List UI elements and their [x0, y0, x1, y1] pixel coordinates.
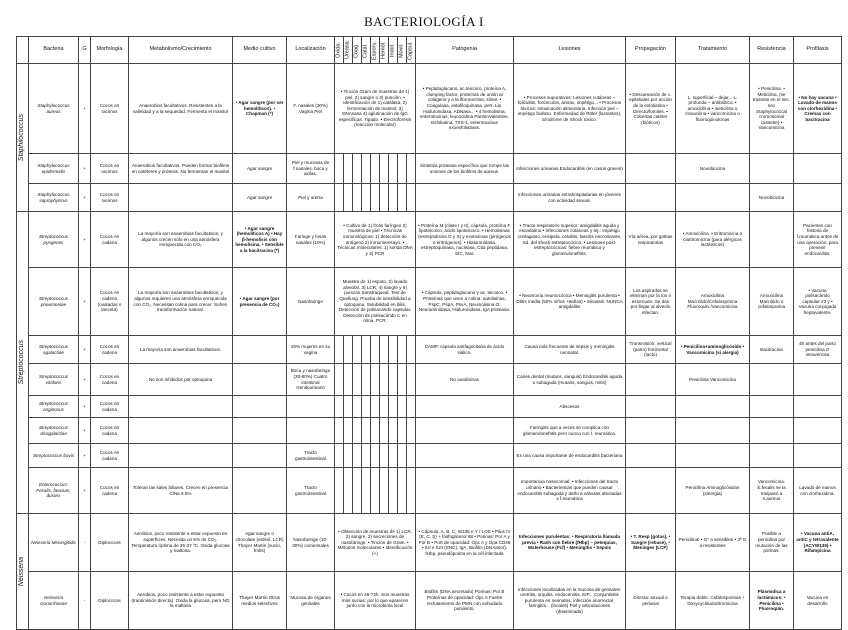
cell-propagacion: • Descamación de c. epiteliales por acción de la exfoliatina • Directo/fomites. • Cobertas catéter (bióticos)	[626, 64, 676, 154]
cell-resistencia: Novobiocina	[750, 184, 794, 212]
cell-propagacion	[626, 468, 676, 514]
cell-test	[380, 364, 389, 396]
cell-test	[353, 184, 362, 212]
cell-test	[362, 396, 371, 418]
cell-medio	[233, 444, 287, 468]
cell-patogenia	[416, 396, 514, 418]
cell-tests: • Obtención de muestras de 1) LCR, 2) sangre, 3) secreciones de nasofaringe. • Tinción de Gram. • Métodos moleculares • Identificación (+)	[335, 514, 416, 572]
cell-localizacion: F. nasales (30%) Vagina Piel	[287, 64, 335, 154]
cell-tests: Muestra de 1) esputo, 2) lavado alveolar, 3) LCR, 4) sangre y 5) punción transtraqueal. Test de Quellung. Prueba de sensibilidad a optoquina. Solubilidad en bilis. Detección de polisacárido capsular. Detección de polisacárido C en orina. PCR.	[335, 268, 416, 336]
cell-test	[407, 336, 416, 364]
cell-medio: Thayer Martin Otros medios selectivos	[233, 572, 287, 630]
cell-g: +	[79, 336, 91, 364]
cell-tratamiento: • Amoxicilina. • Eritromicina o claritromicina (para alérgicos lactámicos)	[676, 212, 750, 268]
cell-test	[407, 364, 416, 396]
cell-test	[344, 364, 353, 396]
header-test-hemolisis: Hemól.	[380, 37, 389, 64]
cell-lesiones: Infecciones urinarias extrahospitalarias en jóvenes con actividad sexual.	[514, 184, 626, 212]
cell-test	[353, 364, 362, 396]
cell-test	[335, 444, 344, 468]
header-test-ureasa: Ureasa	[344, 37, 353, 64]
table-row	[17, 514, 842, 572]
cell-propagacion	[626, 396, 676, 418]
cell-test	[353, 468, 362, 514]
cell-propagacion	[626, 154, 676, 184]
cell-medio: Agar sangre	[233, 154, 287, 184]
cell-resistencia: Vancomicina. E.fecalis se la traspasó a s.aureus	[750, 468, 794, 514]
cell-morfologia: Cocos en cadena	[91, 418, 129, 444]
cell-localizacion: Mucosa de órganos genitales	[287, 572, 335, 630]
cell-bacteria: Streptococcus bovis	[29, 444, 79, 468]
cell-patogenia: Sintetiza proteasa específica que rompe las uniones de los biofilms de aureus.	[416, 154, 514, 184]
cell-test	[398, 444, 407, 468]
cell-lesiones: Faringitis que a veces se complica con glomerulonefritis pero nunca con f. reumática.	[514, 418, 626, 444]
cell-metabolismo: Aerobios, poco resistente a estar expuesto en superficies. Necesita un 5% de CO₂. Temperatura óptima de 35-37 ºC. Oxida glucosa y maltosa.	[129, 514, 233, 572]
cell-test	[380, 154, 389, 184]
header-medio: Medio cultivo	[233, 37, 287, 64]
cell-test	[380, 444, 389, 468]
cell-lesiones: • Neumonía neumocócica • Meningitis purulenta • Otitis media (50% niños +6años) • Sinusitis. NUNCA amigdalitis	[514, 268, 626, 336]
cell-patogenia	[416, 444, 514, 468]
group-label-streptococcus: Streptococcus	[18, 340, 25, 385]
cell-test	[380, 336, 389, 364]
cell-bacteria: Streptococcus pneumoniae	[29, 268, 79, 336]
cell-test	[335, 364, 344, 396]
cell-profilaxis: • No hay vacuna • Lavado de manos con clorhexidina • Cremas con bacitracina	[794, 64, 842, 154]
cell-patogenia: • Cápsula, peptidoglucano y ac. teicoico. • Proteínas que unen a colina: autolisinas, PspC, PspA, PsvA, Neumolisina O, Neuraminidasa, Hialuronidasa, IgA proteasa.	[416, 268, 514, 336]
cell-resistencia	[750, 396, 794, 418]
cell-medio: Agar sangre o chocolate (estéril, LCR) Thayer Martin (sucio, frotis)	[233, 514, 287, 572]
cell-test	[407, 396, 416, 418]
cell-test	[371, 444, 380, 468]
cell-test	[344, 418, 353, 444]
cell-morfologia: Diplococos	[91, 514, 129, 572]
cell-g: +	[79, 212, 91, 268]
cell-tratamiento	[676, 418, 750, 444]
cell-test	[371, 184, 380, 212]
cell-tratamiento	[676, 396, 750, 418]
cell-metabolismo	[129, 444, 233, 468]
cell-morfologia: Cocos en cadena	[91, 364, 129, 396]
cell-test	[362, 444, 371, 468]
header-localizacion: Localización	[287, 37, 335, 64]
cell-tratamiento: Penicilina Aminoglicósidos (sinergia)	[676, 468, 750, 514]
cell-tratamiento: L. superficial – dejar... L. profunda – antibiótico: • amoxicilina • meticilina o cloxacilina • vancomicina o fluoroquinolonas	[676, 64, 750, 154]
header-row	[17, 37, 842, 64]
header-profilaxis: Profilaxis	[794, 37, 842, 64]
cell-test	[389, 154, 398, 184]
header-resistencia: Resistencia	[750, 37, 794, 64]
cell-patogenia: No autolisinas	[416, 364, 514, 396]
cell-propagacion: • T. Resp (gotas), • Sangre (rebase), • Meninges (LCF)	[626, 514, 676, 572]
cell-test	[344, 468, 353, 514]
table-row	[17, 268, 842, 336]
cell-lesiones: Infecciones purulentas: • Respiratoria llamada previa • Rash con fiebre (fHbp) – petequias, Waterhouse (Fcf) • Meningitis • Sepsis	[514, 514, 626, 572]
cell-test	[398, 336, 407, 364]
cell-profilaxis	[794, 418, 842, 444]
header-tratamiento: Tratamiento	[676, 37, 750, 64]
cell-test	[407, 184, 416, 212]
cell-test	[353, 444, 362, 468]
cell-test	[398, 418, 407, 444]
cell-medio: Agar sangre	[233, 184, 287, 212]
cell-propagacion	[626, 364, 676, 396]
cell-g: +	[79, 268, 91, 336]
cell-test	[380, 396, 389, 418]
cell-bacteria: Streptococcus agalactiae	[29, 336, 79, 364]
cell-medio: • Agar sangre (por ser hemolíticos). • Chapman (*)	[233, 64, 287, 154]
cell-morfologia: Cocos en racimos	[91, 184, 129, 212]
header-g: G	[79, 37, 91, 64]
bacteriology-table	[16, 36, 842, 630]
cell-lesiones: Es una causa importante de endocarditis bacteriana	[514, 444, 626, 468]
cell-localizacion: Tracto gastrointestinal	[287, 444, 335, 468]
table-row	[17, 468, 842, 514]
cell-bacteria: Enterococcus: Fecalis, faecium, durans	[29, 468, 79, 514]
header-test-movilidad: Movil.	[398, 37, 407, 64]
cell-propagacion	[626, 184, 676, 212]
cell-medio	[233, 468, 287, 514]
cell-metabolismo: No son inhibidos por optoquina	[129, 364, 233, 396]
cell-localizacion: 25% mujeres en su vagina	[287, 336, 335, 364]
table-row	[17, 154, 842, 184]
cell-tratamiento	[676, 444, 750, 468]
cell-metabolismo	[129, 184, 233, 212]
cell-test	[362, 468, 371, 514]
cell-g: +	[79, 418, 91, 444]
cell-morfologia: Cocos en cadena	[91, 212, 129, 268]
cell-test	[371, 336, 380, 364]
cell-localizacion: Piel y uretra	[287, 184, 335, 212]
table-row	[17, 572, 842, 630]
cell-patogenia: • Proteína M (clase I y II), cápsula, proteína F, lipoteicoico, ácido lipoteicoico. • Hemolisinas (estreptolisina O y S) y exotoxinas (pirógenos o eritrógenos). • Hialuronidasa, estreptoquinasa, nucleasa, C5a peptidasa, SIC, Mac	[416, 212, 514, 268]
cell-resistencia: • Penicilina. • Meticilina, (se trasmite en el sec. nec Staphylococcal cromosomal cassette) • Vancomicina	[750, 64, 794, 154]
cell-test	[389, 336, 398, 364]
cell-test	[353, 336, 362, 364]
cell-medio	[233, 396, 287, 418]
cell-bacteria: Streptococcus disagalactiae	[29, 418, 79, 444]
table-row	[17, 184, 842, 212]
cell-test	[371, 396, 380, 418]
cell-lesiones: Abscesos	[514, 396, 626, 418]
cell-resistencia	[750, 364, 794, 396]
table-row	[17, 64, 842, 154]
cell-test	[389, 364, 398, 396]
cell-lesiones: • Procesos supurativos: Lesiones cutáneas – foliculitis, forúnculos, ántrax, impétigo... • Procesos tóxicos: Intoxicación alimentaria. Infección piel – impétigo bulloso. Enfermedad de Ritter (lactantes). Síndrome de Shock tóxico.	[514, 64, 626, 154]
cell-test	[335, 184, 344, 212]
header-morfologia: Morfología	[91, 37, 129, 64]
cell-test	[371, 418, 380, 444]
header-group	[17, 37, 29, 64]
cell-test	[407, 444, 416, 468]
cell-profilaxis: Lavado de manos con clorhexidina.	[794, 468, 842, 514]
cell-test	[344, 336, 353, 364]
cell-morfologia: Cocos en cadena (ovalados o lanceta)	[91, 268, 129, 336]
cell-g: -	[79, 514, 91, 572]
cell-test	[389, 468, 398, 514]
table-row	[17, 212, 842, 268]
cell-localizacion	[287, 396, 335, 418]
cell-lesiones: • Tracto respiratorio superior: amigdalitis aguda y escarlatina • Infecciones cutáneas y tej.: Impétigo contagioso, erisipela, celulitis, fascitis necrotizante, Sd. del shock estreptocócico. • Lesiones post-estreptocócicas: fiebre reumática y glomerulonefritis.	[514, 212, 626, 268]
header-patogenia: Patogenia	[416, 37, 514, 64]
cell-lesiones: Infecciones urinarias Endocarditis (en casos graves)	[514, 154, 626, 184]
cell-test	[335, 336, 344, 364]
cell-test	[389, 418, 398, 444]
cell-tratamiento	[676, 184, 750, 212]
cell-resistencia: Plásmidica a lactámicos: • Penicilina • Fluoroquin.	[750, 572, 794, 630]
cell-localizacion: Nasofaringe	[287, 268, 335, 336]
cell-test	[398, 468, 407, 514]
cell-profilaxis	[794, 396, 842, 418]
cell-test	[398, 154, 407, 184]
cell-localizacion: Faringe y fosas nasales (10%)	[287, 212, 335, 268]
header-propagacion: Propagación	[626, 37, 676, 64]
cell-morfologia: Cocos en racimos	[91, 154, 129, 184]
cell-g: +	[79, 364, 91, 396]
cell-medio: • Agar sangre (hemolíticos A) • Hay β-hemolisis con hemolisina. • Sensible a la bacitracina (*)	[233, 212, 287, 268]
cell-test	[389, 444, 398, 468]
cell-test	[407, 418, 416, 444]
cell-test	[344, 184, 353, 212]
cell-patogenia: • Cápsula: A, B, C, W135 e Y / LOS • Pilus IV (E, C, S) + fosfoglicerol 68 • Porinas: Por A y Por B • Port de opacidad: Opc A y Opa CD46 • IUI e IUII (SNC), IgA, Biofilm (DNAasor), fHbp, pseudópodos en la cél.infectada	[416, 514, 514, 572]
header-test-capsula: Capsul.	[407, 37, 416, 64]
cell-test	[407, 468, 416, 514]
cell-tratamiento: Amoxicilina Macrólido/Cefalosporina Fluoroquin./Vancomicina	[676, 268, 750, 336]
cell-test	[362, 418, 371, 444]
group-cell	[17, 514, 29, 630]
table-row	[17, 336, 842, 364]
cell-test	[371, 154, 380, 184]
cell-bacteria: Streptococcus pyogenes	[29, 212, 79, 268]
table-row	[17, 396, 842, 418]
cell-test	[353, 396, 362, 418]
table-row	[17, 444, 842, 468]
header-lesiones: Lesiones	[514, 37, 626, 64]
cell-tratamiento: • Penicilina+aminoglicósido • Vancomicina (si alergia)	[676, 336, 750, 364]
cell-tratamiento: Novobiocina	[676, 154, 750, 184]
cell-metabolismo: La mayoría son anaerobios facultativos, y algunos crecen sólo en una atmósfera enriquecida con CO₂	[129, 212, 233, 268]
cell-g: -	[79, 572, 91, 630]
cell-test	[353, 418, 362, 444]
cell-morfologia: Cocos en cadena	[91, 444, 129, 468]
cell-medio	[233, 364, 287, 396]
cell-g: +	[79, 396, 91, 418]
cell-test	[353, 154, 362, 184]
cell-test	[344, 396, 353, 418]
cell-resistencia: Bacitracina	[750, 336, 794, 364]
cell-profilaxis	[794, 184, 842, 212]
page-title: BACTERIOLOGÍA I	[364, 14, 484, 29]
cell-localizacion	[287, 418, 335, 444]
cell-bacteria: Neisseria Gonorrhoeae	[29, 572, 79, 630]
cell-test	[335, 418, 344, 444]
cell-propagacion: Los aspirados se eliminan por la tos o estornudo. Se dan por llegar al alveolo infectan.	[626, 268, 676, 336]
cell-tratamiento: Penicilina Vancomicina	[676, 364, 750, 396]
cell-profilaxis: • Vacuna antiA, antiC y tetravalente (ACYW135) • Rifampicina	[794, 514, 842, 572]
cell-g: +	[79, 468, 91, 514]
cell-metabolismo	[129, 396, 233, 418]
cell-propagacion: Directa: sexual o perianal	[626, 572, 676, 630]
cell-lesiones: Caries dental (mutans, sanguis) Endocarditis aguda o subaguda (mutans, sanguis, mitis)	[514, 364, 626, 396]
cell-test	[362, 184, 371, 212]
cell-patogenia: CAMP, cápsula antifagocitaria de ácido siálico.	[416, 336, 514, 364]
cell-localizacion: Piel y mucosas de f.nasales, boca y axilas.	[287, 154, 335, 184]
cell-profilaxis	[794, 364, 842, 396]
cell-test	[335, 396, 344, 418]
header-test-oxidasa: Oxida.	[335, 37, 344, 64]
cell-profilaxis	[794, 444, 842, 468]
cell-medio	[233, 336, 287, 364]
cell-metabolismo: Toleran las sales biliares. Crecen en presencia ClNa 6.5%	[129, 468, 233, 514]
header-test-indol: Indol.	[389, 37, 398, 64]
cell-g: +	[79, 444, 91, 468]
cell-medio: • Agar sangre (por presencia de CO₂)	[233, 268, 287, 336]
cell-test	[398, 364, 407, 396]
cell-metabolismo: La mayoría son anaerobios facultativos.	[129, 336, 233, 364]
cell-resistencia: Posible a penicilina por mutación de las porinas.	[750, 514, 794, 572]
cell-test	[335, 154, 344, 184]
cell-test	[389, 396, 398, 418]
cell-profilaxis: Pacientes con historia de f.reumática antes de una operación, para prevenir endocarditis.	[794, 212, 842, 268]
cell-test	[389, 184, 398, 212]
cell-patogenia	[416, 418, 514, 444]
cell-medio	[233, 418, 287, 444]
cell-lesiones: Infecciones localizadas en la mucosa de genitales: uretritis, orquitis, endocervitis, EIP... Conjuntivitis purulenta en neonatos, infección anorrectal, faringitis... (locales) Piel y articulaciones (diseminada)	[514, 572, 626, 630]
cell-test	[380, 468, 389, 514]
cell-g: +	[79, 184, 91, 212]
cell-test	[398, 184, 407, 212]
header-test-esporulacion: Esporu.	[371, 37, 380, 64]
cell-profilaxis: Vacuna en desarrollo	[794, 572, 842, 630]
cell-bacteria: Neisseria Meningitidis	[29, 514, 79, 572]
table-row	[17, 364, 842, 396]
cell-lesiones: Causa más frecuente de sepsis y meningitis neonatal.	[514, 336, 626, 364]
cell-test	[362, 336, 371, 364]
cell-profilaxis	[794, 154, 842, 184]
cell-propagacion	[626, 444, 676, 468]
cell-test	[398, 396, 407, 418]
cell-localizacion: Boca y nasofaringe (30-60%) Cuatro intestinal Genitourinario	[287, 364, 335, 396]
header-metabolismo: Metabolismo/Crecimiento	[129, 37, 233, 64]
cell-resistencia	[750, 444, 794, 468]
cell-propagacion: Transmisión: vertical (parto) horizontal (tacto)	[626, 336, 676, 364]
cell-morfologia: Cocos en cadena	[91, 336, 129, 364]
cell-resistencia: Amoxicilina Macrólido o cefalosporina	[750, 268, 794, 336]
cell-morfologia: Diplococos	[91, 572, 129, 630]
header-test-catalasa: Catal.	[362, 37, 371, 64]
cell-g: +	[79, 154, 91, 184]
cell-test	[371, 364, 380, 396]
cell-metabolismo	[129, 418, 233, 444]
cell-tests: • Cultivo de 1) frotis faríngeo 2) muestra de piel • Técnicas inmunológicas: 1) detección de antígeno 2) inmunoensayo. • Técnicas moleculares: 1) sonda DNA y 2) PCR	[335, 212, 416, 268]
cell-resistencia	[750, 418, 794, 444]
cell-patogenia	[416, 468, 514, 514]
cell-localizacion: Tracto gastrointestinal	[287, 468, 335, 514]
cell-test	[344, 444, 353, 468]
cell-tratamiento: Terapia doble: Cefalosporinas + Doxycyclina/azitromicina	[676, 572, 750, 630]
cell-tests: • Cocos en 48-72h. Son muestras más sucias, por lo que aparecen junto con la microbiota local	[335, 572, 416, 630]
cell-test	[335, 468, 344, 514]
group-label-neisseria: Neisseria	[18, 556, 25, 587]
cell-test	[362, 364, 371, 396]
cell-tests: • Tinción Gram de muestras de 1) piel, 2) sangre o 3) punción. • Identificación de 1) catalasa, 2) fermentación de manitol, 3) DNAsasa 4) aglutinación de IgG específicas. Tipado. • Electroforesis (reacción molecular)	[335, 64, 416, 154]
cell-test	[371, 468, 380, 514]
cell-patogenia: • Peptidoglucano, ac.teicoico, proteína A, clumping factor, proteínas de unión al colágeno y a la fibronectina, slime. • Coagulasa, estafiloquinasa, pert. Lip. Hialuronidasa, ADNasa... • 4 hemolisina, enterotoxinas, leucocidina PantonValentine. Exfoliatina, TSS-1, enterotoxinas exoexfoliativas.	[416, 64, 514, 154]
cell-bacteria: Streptococcus anginosus	[29, 396, 79, 418]
cell-patogenia: Biofilm (DNA secretado) Porinas: Por B Proteínas de opacidad: Opc A Fuerte reclutamiento de PMN con exhudado purulento.	[416, 572, 514, 630]
cell-test	[344, 154, 353, 184]
cell-bacteria: Staphylococcus saprophyticus	[29, 184, 79, 212]
cell-tratamiento: Penicilina: • G* a sensibles • 3ª G a resistentes	[676, 514, 750, 572]
cell-patogenia	[416, 184, 514, 212]
cell-metabolismo: Aerobios, poco resistente a estar expuesto (transmisión directa). Oxida la glucosa, pero NO la maltosa	[129, 572, 233, 630]
cell-morfologia: Cocos en cadena	[91, 468, 129, 514]
cell-morfologia: Cocos en cadena	[91, 396, 129, 418]
cell-lesiones: Importancia nosocomial: • Infecciones del tracto urinario • Bacteriemias que pueden causar endocarditis subaguda y daño a válvulas afectadas x f.reumática	[514, 468, 626, 514]
header-test-coagulasa: Coag.	[353, 37, 362, 64]
group-cell	[17, 212, 29, 514]
group-label-staphilococcus: Staphilococcus	[18, 113, 25, 162]
cell-bacteria: Streptococcus viridans	[29, 364, 79, 396]
cell-profilaxis: • Vacuna polisacárido capsular 23 y • Vacuna conjugada heptavalente.	[794, 268, 842, 336]
cell-g: +	[79, 64, 91, 154]
cell-bacteria: Staphylococcus aureus	[29, 64, 79, 154]
cell-propagacion: Vía aérea, por gotitas respiratorias	[626, 212, 676, 268]
cell-resistencia	[750, 212, 794, 268]
cell-propagacion	[626, 418, 676, 444]
table-row	[17, 418, 842, 444]
cell-test	[380, 418, 389, 444]
cell-profilaxis: 4h antes del parto penicilina G intravenosa	[794, 336, 842, 364]
cell-bacteria: Staphylococcus epidermidis	[29, 154, 79, 184]
cell-localizacion: Nasofaringe (10-30%) comensales	[287, 514, 335, 572]
cell-morfologia: Cocos en racimos	[91, 64, 129, 154]
cell-test	[362, 154, 371, 184]
cell-metabolismo: Anaerobios facultativos. Pueden formar biofilms en catéteres y prótesis. No fermentan el manitol	[129, 154, 233, 184]
cell-test	[407, 154, 416, 184]
header-bacteria: Bacteria	[29, 37, 79, 64]
cell-resistencia	[750, 154, 794, 184]
group-cell	[17, 64, 29, 212]
cell-metabolismo: La mayoría son anaerobios facultativos, y algunos requieren una atmósfera enriquecida con CO₂. Necesitan colina para crecer. Sufren transformación natural.	[129, 268, 233, 336]
cell-test	[380, 184, 389, 212]
cell-metabolismo: Anaerobios facultativos. Resistentes a la salinidad y a la sequedad. Fermenta el manitol	[129, 64, 233, 154]
